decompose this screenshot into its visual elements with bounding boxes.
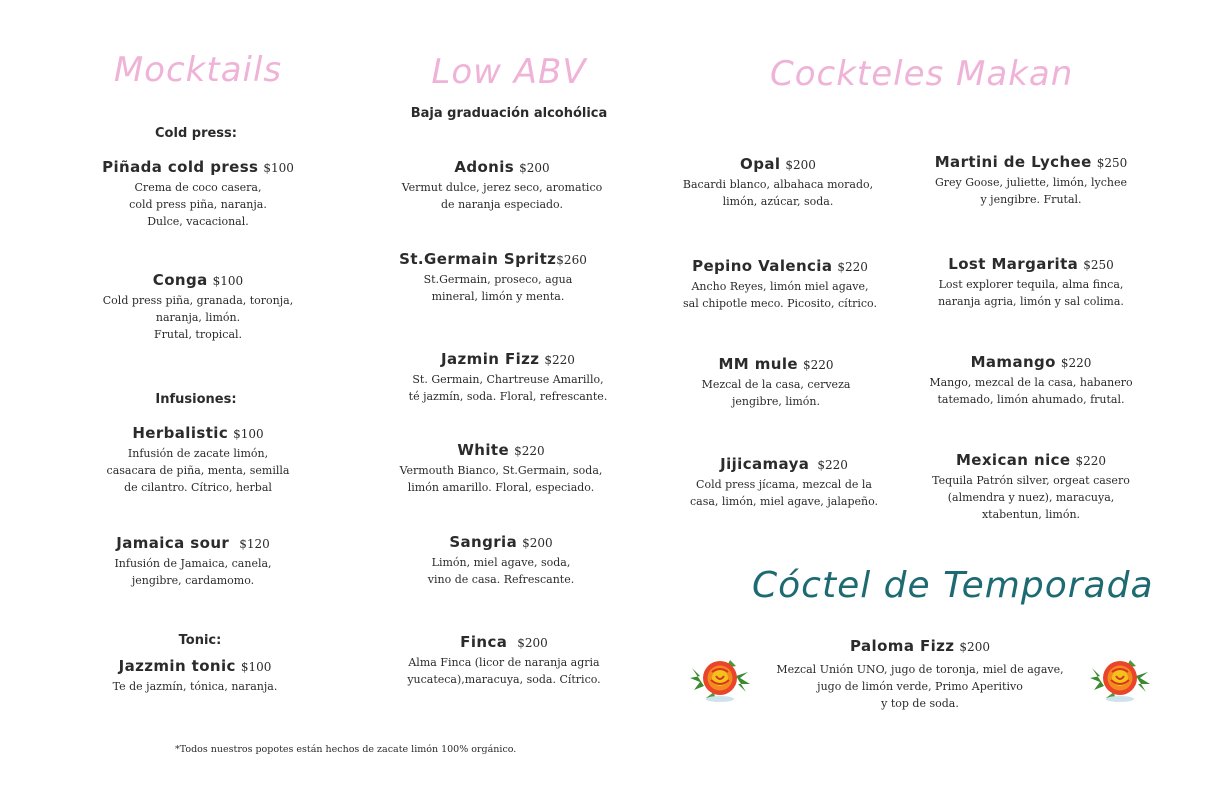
item-price: $220 xyxy=(817,458,848,472)
menu-item-mamango xyxy=(893,352,1169,408)
item-name: Piñada cold press xyxy=(102,158,259,176)
item-name: St.Germain Spritz xyxy=(399,250,557,268)
item-name: Jamaica sour xyxy=(116,534,230,552)
item-name: Pepino Valencia xyxy=(692,257,833,275)
item-price: $220 xyxy=(837,260,868,274)
menu-item-white xyxy=(363,440,639,496)
item-description: Lost explorer tequila, alma finca, naranja agria, limón y sal colima. xyxy=(938,278,1124,308)
item-name: MM mule xyxy=(718,355,798,373)
item-name: Mexican nice xyxy=(955,451,1071,469)
cocteles-title: Cockteles Makan xyxy=(770,54,1074,94)
item-description: Ancho Reyes, limón miel agave, sal chipotle meco. Picosito, cítrico. xyxy=(683,280,877,310)
menu-item-paloma-fizz xyxy=(742,636,1098,712)
item-price: $100 xyxy=(263,161,294,175)
item-price: $200 xyxy=(522,536,553,550)
menu-item-opal xyxy=(640,154,916,210)
tonic-label: Tonic: xyxy=(178,633,222,648)
item-description: Cold press piña, granada, toronja, naranja, limón. Frutal, tropical. xyxy=(102,294,294,341)
menu-item-sangria xyxy=(363,532,639,588)
item-price: $220 xyxy=(802,358,834,372)
item-price: $200 xyxy=(517,636,548,650)
menu-item-jamaica-sour xyxy=(55,533,331,589)
item-name: Herbalistic xyxy=(132,424,229,442)
menu-item-finca xyxy=(366,632,642,688)
item-name: Jijicamaya xyxy=(720,455,810,473)
item-price: $100 xyxy=(240,660,272,674)
item-price: $220 xyxy=(1075,454,1107,468)
menu-item-adonis xyxy=(364,157,640,213)
infusiones-label: Infusiones: xyxy=(155,392,237,407)
item-price: $250 xyxy=(1096,156,1128,170)
menu-item-conga xyxy=(60,270,336,343)
item-price: $260 xyxy=(556,253,587,267)
item-name: Opal xyxy=(740,155,781,173)
item-name: Conga xyxy=(152,271,208,289)
item-name: Lost Margarita xyxy=(948,255,1079,273)
item-description: Mango, mezcal de la casa, habanero tatemado, limón ahumado, frutal. xyxy=(929,376,1133,406)
menu-item-mm-mule xyxy=(638,354,914,410)
menu-item-martini-de-lychee xyxy=(893,152,1169,208)
footnote: *Todos nuestros popotes están hechos de zacate limón 100% orgánico. xyxy=(175,744,517,755)
item-description: St.Germain, proseco, agua mineral, limón y menta. xyxy=(423,273,573,303)
item-description: Cold press jícama, mezcal de la casa, limón, miel agave, jalapeño. xyxy=(689,478,879,508)
menu-item-pepino-valencia xyxy=(642,256,918,312)
menu-item-st-germain-spritz xyxy=(355,249,631,305)
item-description: Limón, miel agave, soda, vino de casa. Refrescante. xyxy=(427,556,575,586)
item-description: St. Germain, Chartreuse Amarillo, té jazmín, soda. Floral, refrescante. xyxy=(408,373,608,403)
item-description: Tequila Patrón silver, orgeat casero (almendra y nuez), maracuya, xtabentun, limón. xyxy=(932,474,1130,521)
item-description: Vermouth Bianco, St.Germain, soda, limón amarillo. Floral, especiado. xyxy=(399,464,603,494)
item-description: Crema de coco casera, cold press piña, naranja. Dulce, vacacional. xyxy=(129,181,267,228)
low-abv-title: Low ABV xyxy=(431,52,587,92)
marigold-flower-icon xyxy=(1086,654,1154,706)
mocktails-title: Mocktails xyxy=(113,50,283,90)
item-name: Jazzmin tonic xyxy=(118,657,236,675)
item-price: $200 xyxy=(519,161,550,175)
menu-item-lost-margarita xyxy=(893,254,1169,310)
item-description: Infusión de Jamaica, canela, jengibre, cardamomo. xyxy=(114,557,272,587)
item-name: Jazmin Fizz xyxy=(441,350,540,368)
item-name: Paloma Fizz xyxy=(850,637,955,655)
item-name: Martini de Lychee xyxy=(934,153,1092,171)
item-name: Mamango xyxy=(970,353,1056,371)
item-description: Bacardi blanco, albahaca morado, limón, azúcar, soda. xyxy=(682,178,874,208)
menu-item-jazmin-fizz xyxy=(370,349,646,405)
menu-item-herbalistic xyxy=(60,423,336,496)
item-price: $100 xyxy=(233,427,264,441)
menu-item-jazzmin-tonic xyxy=(57,656,333,695)
item-description: Grey Goose, juliette, limón, lychee y jengibre. Frutal. xyxy=(935,176,1127,206)
item-price: $220 xyxy=(514,444,545,458)
menu-item-mexican-nice xyxy=(893,450,1169,523)
item-price: $250 xyxy=(1083,258,1114,272)
item-price: $100 xyxy=(212,274,244,288)
item-name: Sangria xyxy=(449,533,518,551)
item-description: Mezcal Unión UNO, jugo de toronja, miel de agave, jugo de limón verde, Primo Aperitivo y top de soda. xyxy=(776,663,1064,710)
item-description: Vermut dulce, jerez seco, aromatico de naranja especiado. xyxy=(401,181,603,211)
item-description: Te de jazmín, tónica, naranja. xyxy=(112,680,278,693)
item-name: White xyxy=(457,441,510,459)
item-price: $220 xyxy=(544,353,575,367)
cold-press-label: Cold press: xyxy=(155,126,237,141)
item-price: $120 xyxy=(239,537,270,551)
item-description: Alma Finca (licor de naranja agria yucateca),maracuya, soda. Cítrico. xyxy=(407,656,601,686)
seasonal-title: Cóctel de Temporada xyxy=(752,565,1154,606)
item-description: Infusión de zacate limón, casacara de piña, menta, semilla de cilantro. Cítrico, herbal xyxy=(106,447,290,494)
item-price: $200 xyxy=(959,640,990,654)
marigold-flower-icon xyxy=(686,654,754,706)
item-name: Finca xyxy=(460,633,508,651)
item-name: Adonis xyxy=(454,158,515,176)
item-description: Mezcal de la casa, cerveza jengibre, limón. xyxy=(701,378,851,408)
menu-item-pinada-cold-press xyxy=(60,157,336,230)
menu-item-jijicamaya xyxy=(646,454,922,510)
item-price: $200 xyxy=(785,158,816,172)
item-price: $220 xyxy=(1060,356,1092,370)
low-abv-subtitle: Baja graduación alcohólica xyxy=(410,106,608,121)
